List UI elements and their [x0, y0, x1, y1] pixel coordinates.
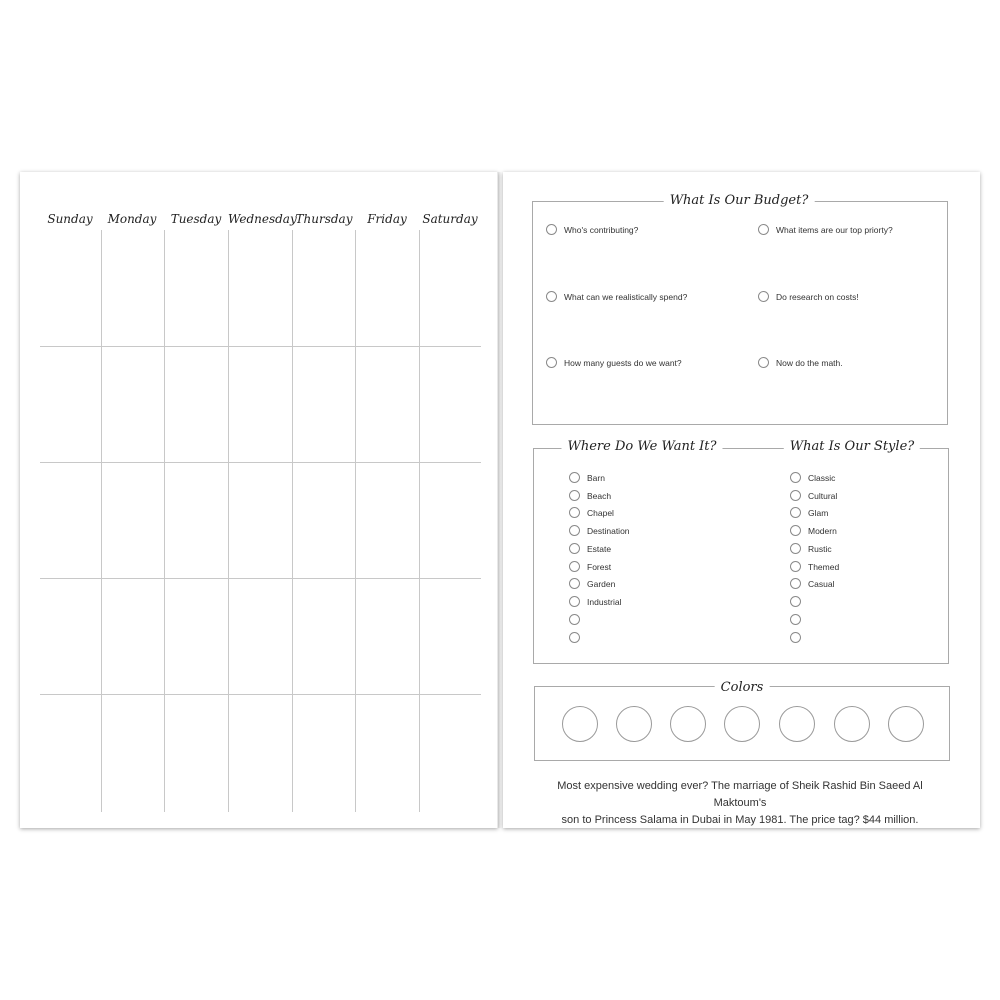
checkbox-circle-icon[interactable]: [790, 614, 801, 625]
location-option-label: Barn: [587, 472, 605, 483]
fun-fact-line: son to Princess Salama in Dubai in May 1981. The price tag? $44 million.: [561, 814, 919, 826]
style-option[interactable]: [790, 614, 808, 625]
style-option-label: Cultural: [808, 490, 838, 501]
budget-question-label: What can we realistically spend?: [564, 291, 688, 302]
location-option-label: Estate: [587, 543, 612, 554]
location-option[interactable]: [569, 578, 615, 589]
left-page-calendar: [20, 172, 498, 828]
style-option[interactable]: [790, 632, 808, 643]
checkbox-circle-icon[interactable]: [758, 291, 769, 302]
checkbox-circle-icon[interactable]: [569, 632, 580, 643]
budget-question-label: What items are our top priorty?: [776, 224, 893, 235]
location-option[interactable]: [569, 490, 611, 501]
location-title: Where Do We Want It?: [561, 439, 722, 454]
budget-title: What Is Our Budget?: [664, 193, 815, 208]
colors-title: Colors: [715, 680, 770, 695]
fun-fact: [535, 778, 945, 829]
budget-question-label: Now do the math.: [776, 357, 843, 368]
day-header-saturday: Saturday: [422, 212, 478, 226]
checkbox-circle-icon[interactable]: [569, 472, 580, 483]
calendar-row-divider: [40, 694, 481, 695]
budget-question[interactable]: [758, 291, 859, 302]
checkbox-circle-icon[interactable]: [790, 578, 801, 589]
calendar-column-divider: [355, 230, 356, 812]
calendar-row-divider: [40, 346, 481, 347]
checkbox-circle-icon[interactable]: [569, 525, 580, 536]
location-option[interactable]: [569, 507, 614, 518]
style-option-label: Classic: [808, 472, 836, 483]
style-option[interactable]: [790, 578, 834, 589]
style-option[interactable]: [790, 525, 837, 536]
location-option-label: Industrial: [587, 596, 622, 607]
checkbox-circle-icon[interactable]: [569, 578, 580, 589]
budget-question[interactable]: [758, 224, 893, 235]
location-option-label: Chapel: [587, 507, 614, 518]
style-option[interactable]: [790, 507, 828, 518]
location-option-label: Garden: [587, 578, 616, 589]
location-option-label: Beach: [587, 490, 612, 501]
color-swatch-circle[interactable]: [562, 706, 598, 742]
color-swatch-circle[interactable]: [724, 706, 760, 742]
style-option-label: Casual: [808, 578, 835, 589]
checkbox-circle-icon[interactable]: [569, 596, 580, 607]
color-swatch-circle[interactable]: [616, 706, 652, 742]
checkbox-circle-icon[interactable]: [546, 291, 557, 302]
checkbox-circle-icon[interactable]: [569, 507, 580, 518]
color-swatch-circle[interactable]: [779, 706, 815, 742]
location-option[interactable]: [569, 543, 611, 554]
checkbox-circle-icon[interactable]: [546, 224, 557, 235]
checkbox-circle-icon[interactable]: [758, 224, 769, 235]
calendar-column-divider: [419, 230, 420, 812]
checkbox-circle-icon[interactable]: [790, 596, 801, 607]
checkbox-circle-icon[interactable]: [790, 525, 801, 536]
style-option[interactable]: [790, 490, 837, 501]
day-header-monday: Monday: [107, 212, 157, 226]
style-option[interactable]: [790, 596, 808, 607]
day-header-thursday: Thursday: [295, 212, 353, 226]
checkbox-circle-icon[interactable]: [790, 561, 801, 572]
checkbox-circle-icon[interactable]: [790, 507, 801, 518]
style-title: What Is Our Style?: [784, 439, 920, 454]
fun-fact-line: Most expensive wedding ever? The marriage of Sheik Rashid Bin Saeed Al Maktoum's: [557, 780, 923, 809]
style-option-label: Themed: [808, 561, 840, 572]
location-option[interactable]: [569, 472, 605, 483]
calendar-column-divider: [164, 230, 165, 812]
checkbox-circle-icon[interactable]: [569, 561, 580, 572]
style-option[interactable]: [790, 543, 832, 554]
style-option-label: Glam: [808, 507, 829, 518]
calendar-column-divider: [292, 230, 293, 812]
style-option[interactable]: [790, 472, 835, 483]
calendar-column-divider: [101, 230, 102, 812]
book-gutter: [497, 172, 505, 828]
day-header-tuesday: Tuesday: [170, 212, 222, 226]
budget-question[interactable]: [546, 291, 687, 302]
budget-question[interactable]: [758, 357, 843, 368]
location-option[interactable]: [569, 596, 622, 607]
checkbox-circle-icon[interactable]: [569, 543, 580, 554]
checkbox-circle-icon[interactable]: [569, 490, 580, 501]
day-header-sunday: Sunday: [47, 212, 93, 226]
budget-question[interactable]: [546, 224, 638, 235]
calendar-row-divider: [40, 578, 481, 579]
day-header-wednesday: Wednesday: [228, 212, 297, 226]
checkbox-circle-icon[interactable]: [790, 490, 801, 501]
location-option[interactable]: [569, 525, 630, 536]
checkbox-circle-icon[interactable]: [758, 357, 769, 368]
color-swatch-circle[interactable]: [834, 706, 870, 742]
checkbox-circle-icon[interactable]: [790, 543, 801, 554]
checkbox-circle-icon[interactable]: [790, 632, 801, 643]
calendar-column-divider: [228, 230, 229, 812]
style-option[interactable]: [790, 561, 839, 572]
checkbox-circle-icon[interactable]: [546, 357, 557, 368]
location-option[interactable]: [569, 614, 587, 625]
calendar-row-divider: [40, 462, 481, 463]
checkbox-circle-icon[interactable]: [569, 614, 580, 625]
budget-question-label: How many guests do we want?: [564, 357, 682, 368]
color-swatch-circle[interactable]: [670, 706, 706, 742]
style-option-label: Rustic: [808, 543, 832, 554]
color-swatch-circle[interactable]: [888, 706, 924, 742]
location-option[interactable]: [569, 632, 587, 643]
budget-question-label: Do research on costs!: [776, 291, 859, 302]
style-option-label: Modern: [808, 525, 837, 536]
checkbox-circle-icon[interactable]: [790, 472, 801, 483]
day-header-friday: Friday: [367, 212, 407, 226]
budget-question[interactable]: [546, 357, 682, 368]
location-option-label: Forest: [587, 561, 612, 572]
budget-question-label: Who's contributing?: [564, 224, 639, 235]
location-option[interactable]: [569, 561, 611, 572]
location-option-label: Destination: [587, 525, 630, 536]
